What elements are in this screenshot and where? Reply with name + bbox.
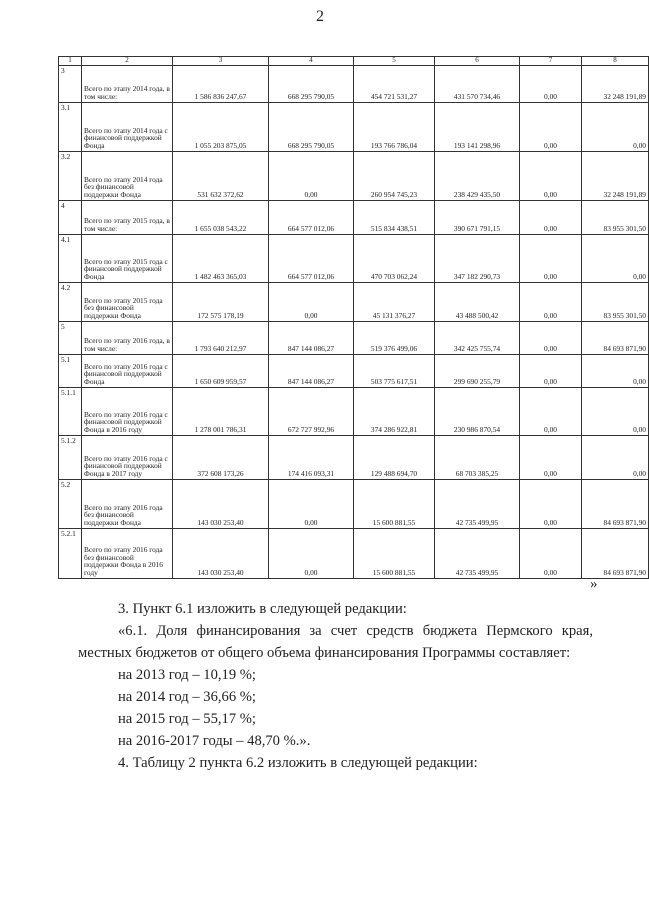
cell-regional-budget: 519 376 499,06 — [354, 322, 435, 355]
table-header-row — [59, 57, 649, 66]
cell-total: 1 482 463 365,03 — [173, 235, 269, 283]
cell-col7: 0,00 — [520, 355, 582, 388]
cell-local-budget: 299 690 255,79 — [435, 355, 520, 388]
row-code: 5.2 — [59, 480, 82, 529]
cell-total: 143 030 253,40 — [173, 529, 269, 579]
row-code: 3 — [59, 66, 82, 103]
cell-col8: 0,00 — [582, 388, 649, 436]
cell-col7: 0,00 — [520, 388, 582, 436]
column-header: 8 — [582, 57, 649, 66]
cell-col8: 0,00 — [582, 103, 649, 152]
table-row — [59, 322, 649, 355]
row-code: 5.1.1 — [59, 388, 82, 436]
cell-col7: 0,00 — [520, 436, 582, 480]
cell-total: 1 793 640 212,97 — [173, 322, 269, 355]
row-code: 3.1 — [59, 103, 82, 152]
item-3-heading: 3. Пункт 6.1 изложить в следующей редакции: — [118, 601, 407, 617]
cell-regional-budget: 15 600 881,55 — [354, 480, 435, 529]
row-description: Всего по этапу 2014 года без финансовой поддержки Фонда — [82, 152, 173, 201]
share-2016-2017: на 2016-2017 годы – 48,70 %.». — [118, 733, 311, 749]
cell-total: 1 055 203 875,05 — [173, 103, 269, 152]
cell-total: 1 655 038 543,22 — [173, 201, 269, 235]
cell-regional-budget: 374 286 922,81 — [354, 388, 435, 436]
row-description: Всего по этапу 2016 года без финансовой поддержки Фонда — [82, 480, 173, 529]
column-header: 6 — [435, 57, 520, 66]
cell-local-budget: 390 671 791,15 — [435, 201, 520, 235]
clause-6-1: «6.1. Доля финансирования за счет средств бюджета Пермского края, местных бюджетов от общего объема финансирования Программы составляет: — [78, 623, 593, 661]
cell-fund: 672 727 992,96 — [269, 388, 354, 436]
cell-col8: 0,00 — [582, 355, 649, 388]
row-description: Всего по этапу 2016 года с финансовой поддержкой Фонда в 2016 году — [82, 388, 173, 436]
cell-col8: 83 955 301,50 — [582, 201, 649, 235]
cell-local-budget: 42 735 499,95 — [435, 529, 520, 579]
table-row — [59, 283, 649, 322]
row-description: Всего по этапу 2016 года без финансовой поддержки Фонда в 2016 году — [82, 529, 173, 579]
cell-regional-budget: 45 131 376,27 — [354, 283, 435, 322]
cell-col7: 0,00 — [520, 283, 582, 322]
item-4-heading: 4. Таблицу 2 пункта 6.2 изложить в следующей редакции: — [118, 755, 478, 771]
column-header: 4 — [269, 57, 354, 66]
cell-regional-budget: 515 834 438,51 — [354, 201, 435, 235]
column-header: 7 — [520, 57, 582, 66]
row-code: 4.1 — [59, 235, 82, 283]
row-code: 4 — [59, 201, 82, 235]
financing-table — [58, 56, 649, 579]
table-row — [59, 480, 649, 529]
cell-col8: 84 693 871,90 — [582, 322, 649, 355]
column-header: 5 — [354, 57, 435, 66]
cell-col8: 32 248 191,89 — [582, 152, 649, 201]
cell-total: 372 608 173,26 — [173, 436, 269, 480]
cell-col8: 84 693 871,90 — [582, 480, 649, 529]
cell-col7: 0,00 — [520, 235, 582, 283]
cell-local-budget: 347 182 290,73 — [435, 235, 520, 283]
table-row — [59, 152, 649, 201]
cell-regional-budget: 15 600 881,55 — [354, 529, 435, 579]
cell-fund: 668 295 790,05 — [269, 103, 354, 152]
cell-local-budget: 68 703 385,25 — [435, 436, 520, 480]
cell-regional-budget: 260 954 745,23 — [354, 152, 435, 201]
closing-quote: » — [590, 576, 598, 592]
cell-total: 1 586 836 247,67 — [173, 66, 269, 103]
cell-regional-budget: 454 721 531,27 — [354, 66, 435, 103]
row-code: 4.2 — [59, 283, 82, 322]
cell-col7: 0,00 — [520, 529, 582, 579]
cell-fund: 664 577 012,06 — [269, 201, 354, 235]
row-description: Всего по этапу 2016 года с финансовой поддержкой Фонда в 2017 году — [82, 436, 173, 480]
row-description: Всего по этапу 2016 года, в том числе: — [82, 322, 173, 355]
table-row — [59, 529, 649, 579]
row-code: 5.2.1 — [59, 529, 82, 579]
cell-col7: 0,00 — [520, 66, 582, 103]
cell-local-budget: 230 986 870,54 — [435, 388, 520, 436]
cell-fund: 0,00 — [269, 480, 354, 529]
row-description: Всего по этапу 2014 года, в том числе: — [82, 66, 173, 103]
cell-col8: 84 693 871,90 — [582, 529, 649, 579]
cell-total: 531 632 372,62 — [173, 152, 269, 201]
table-row — [59, 66, 649, 103]
cell-fund: 174 416 093,31 — [269, 436, 354, 480]
cell-fund: 0,00 — [269, 283, 354, 322]
cell-regional-budget: 470 703 062,24 — [354, 235, 435, 283]
cell-total: 1 278 001 786,31 — [173, 388, 269, 436]
table-row — [59, 103, 649, 152]
page-number: 2 — [316, 8, 324, 25]
row-code: 3.2 — [59, 152, 82, 201]
cell-local-budget: 238 429 435,50 — [435, 152, 520, 201]
cell-total: 172 575 178,19 — [173, 283, 269, 322]
amendment-text — [78, 598, 593, 858]
cell-col7: 0,00 — [520, 152, 582, 201]
cell-col8: 0,00 — [582, 235, 649, 283]
cell-local-budget: 43 488 500,42 — [435, 283, 520, 322]
cell-fund: 847 144 086,27 — [269, 322, 354, 355]
table-row — [59, 388, 649, 436]
row-description: Всего по этапу 2015 года с финансовой поддержкой Фонда — [82, 235, 173, 283]
cell-local-budget: 342 425 755,74 — [435, 322, 520, 355]
cell-col7: 0,00 — [520, 201, 582, 235]
column-header: 2 — [82, 57, 173, 66]
cell-local-budget: 193 141 298,96 — [435, 103, 520, 152]
cell-regional-budget: 503 775 617,51 — [354, 355, 435, 388]
cell-total: 1 650 609 959,57 — [173, 355, 269, 388]
table-row — [59, 355, 649, 388]
row-code: 5.1.2 — [59, 436, 82, 480]
row-description: Всего по этапу 2014 года с финансовой поддержкой Фонда — [82, 103, 173, 152]
cell-local-budget: 431 570 734,46 — [435, 66, 520, 103]
column-header: 1 — [59, 57, 82, 66]
cell-local-budget: 42 735 499,95 — [435, 480, 520, 529]
table-row — [59, 201, 649, 235]
table-row — [59, 436, 649, 480]
cell-fund: 0,00 — [269, 152, 354, 201]
share-2013: на 2013 год – 10,19 %; — [118, 667, 256, 683]
row-description: Всего по этапу 2016 года с финансовой поддержкой Фонда — [82, 355, 173, 388]
cell-fund: 668 295 790,05 — [269, 66, 354, 103]
row-description: Всего по этапу 2015 года без финансовой поддержки Фонда — [82, 283, 173, 322]
table-row — [59, 235, 649, 283]
row-description: Всего по этапу 2015 года, в том числе: — [82, 201, 173, 235]
cell-col8: 0,00 — [582, 436, 649, 480]
share-2015: на 2015 год – 55,17 %; — [118, 711, 256, 727]
cell-col7: 0,00 — [520, 103, 582, 152]
cell-fund: 0,00 — [269, 529, 354, 579]
cell-fund: 847 144 086,27 — [269, 355, 354, 388]
cell-col7: 0,00 — [520, 322, 582, 355]
cell-regional-budget: 193 766 786,04 — [354, 103, 435, 152]
cell-col8: 32 248 191,89 — [582, 66, 649, 103]
cell-col8: 83 955 301,50 — [582, 283, 649, 322]
column-header: 3 — [173, 57, 269, 66]
share-2014: на 2014 год – 36,66 %; — [118, 689, 256, 705]
cell-total: 143 030 253,40 — [173, 480, 269, 529]
row-code: 5.1 — [59, 355, 82, 388]
cell-col7: 0,00 — [520, 480, 582, 529]
cell-regional-budget: 129 488 694,70 — [354, 436, 435, 480]
cell-fund: 664 577 012,06 — [269, 235, 354, 283]
row-code: 5 — [59, 322, 82, 355]
